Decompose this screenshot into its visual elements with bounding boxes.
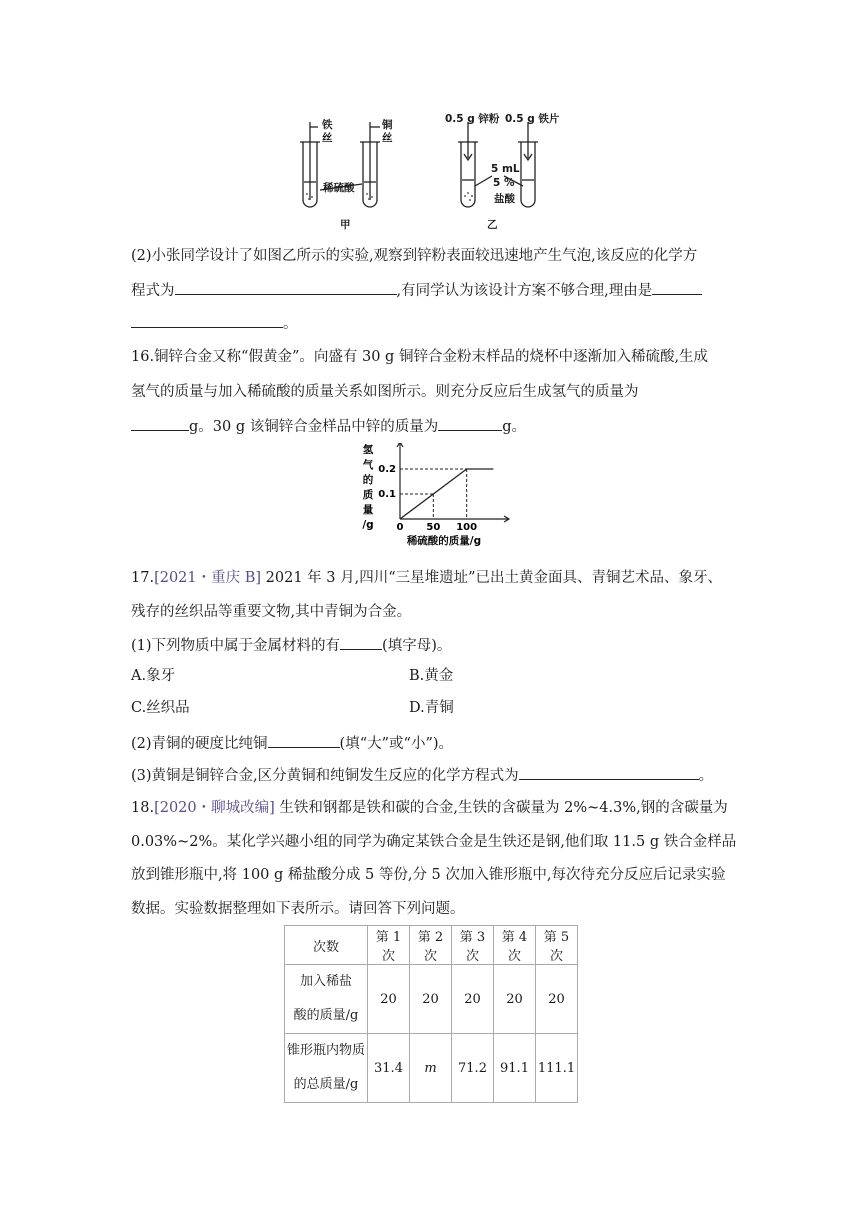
zinc-powder-label: 0.5 g 锌粉: [445, 113, 500, 125]
text: 的总质量/g: [293, 1077, 359, 1092]
q17-sub1: [131, 635, 451, 656]
y-axis-label: 氢: [362, 444, 374, 456]
table-cell: 31.4: [368, 1034, 410, 1103]
y-tick-label: 0.2: [378, 464, 396, 475]
text: 锥形瓶内物质: [286, 1043, 365, 1058]
text: (3)黄铜是铜锌合金,区分黄铜和纯铜发生反应的化学方程式为: [131, 768, 519, 784]
caption-b: 乙: [487, 219, 498, 231]
answer-blank[interactable]: [131, 313, 283, 328]
q18-line4: 数据。实验数据整理如下表所示。请回答下列问题。: [131, 901, 465, 917]
q17-line1: [131, 568, 722, 588]
hcl-label: 盐酸: [494, 193, 515, 205]
hydrogen-chart: [360, 443, 510, 551]
text: (2)青铜的硬度比纯铜: [131, 736, 268, 752]
x-tick-label: 100: [456, 522, 478, 533]
table-cell: 91.1: [494, 1034, 536, 1103]
q16-line2: 氢气的质量与加入稀硫酸的质量关系如图所示。则充分反应后生成氢气的质量为: [131, 384, 639, 400]
source-tag: [2020・聊城改编]: [154, 800, 275, 816]
table-cell: 71.2: [452, 1034, 494, 1103]
q15-2-line1: (2)小张同学设计了如图乙所示的实验,观察到锌粉表面较迅速地产生气泡,该反应的化学方: [131, 248, 698, 264]
table-header-cell: 第 4 次: [494, 926, 536, 965]
q15-2-line3: [131, 313, 298, 334]
table-row: [285, 926, 578, 965]
table-cell: 20: [368, 965, 410, 1034]
source-tag: [2021・重庆 B]: [154, 570, 262, 586]
text: 生铁和钢都是铁和碳的合金,生铁的含碳量为 2%~4.3%,钢的含碳量为: [274, 800, 728, 816]
table-cell: 111.1: [536, 1034, 578, 1103]
iron-piece-label: 0.5 g 铁片: [505, 113, 560, 125]
y-axis-label: 质: [362, 489, 374, 501]
q18-line3: 放到锥形瓶中,将 100 g 稀盐酸分成 5 等份,分 5 次加入锥形瓶中,每次待充分反应后记录实验: [131, 867, 726, 883]
x-axis-label: 稀硫酸的质量/g: [406, 535, 482, 547]
text: g。: [502, 419, 527, 435]
y-axis-label: 的: [362, 474, 374, 486]
y-tick-label: 0.1: [378, 489, 396, 500]
text: (1)下列物质中属于金属材料的有: [131, 638, 341, 654]
caption-a: 甲: [340, 219, 351, 231]
dilute-acid-label: 稀硫酸: [323, 182, 355, 194]
copper-wire-label: 铜丝: [382, 119, 393, 144]
q17-line2: 残存的丝织品等重要文物,其中青铜为合金。: [131, 604, 412, 620]
table-row: [285, 965, 578, 1034]
text: (填字母)。: [382, 638, 452, 654]
q15-2-line2: [131, 280, 702, 301]
text: g。30 g 该铜锌合金样品中锌的质量为: [189, 419, 439, 435]
answer-blank[interactable]: [268, 733, 340, 748]
table-cell: 20: [536, 965, 578, 1034]
x-tick-label: 50: [426, 522, 441, 533]
option-d: D.青铜: [409, 700, 454, 716]
answer-blank[interactable]: [175, 280, 397, 295]
y-axis-label: 量: [362, 504, 374, 516]
answer-blank[interactable]: [519, 765, 699, 780]
text: 酸的质量/g: [293, 1008, 359, 1023]
table-header-cell: 次数: [285, 926, 368, 965]
answer-blank[interactable]: [652, 280, 702, 295]
q18-line2: 0.03%~2%。某化学兴趣小组的同学为确定某铁合金是生铁还是钢,他们取 11.5 g 铁合金样品: [131, 834, 737, 850]
table-cell: m: [410, 1034, 452, 1103]
percent-label: 5 %: [493, 177, 515, 189]
x-tick-label: 0: [396, 522, 404, 533]
option-c: C.丝织品: [131, 700, 190, 716]
volume-label: 5 mL: [491, 163, 520, 175]
table-cell: 20: [494, 965, 536, 1034]
text: ,有同学认为该设计方案不够合理,理由是: [396, 283, 653, 299]
text: (填“大”或“小”)。: [339, 736, 454, 752]
q16-line1: 16.铜锌合金又称“假黄金”。向盛有 30 g 铜锌合金粉末样品的烧杯中逐渐加入稀硫酸,生成: [131, 349, 709, 365]
q17-sub2: [131, 733, 453, 754]
option-a: A.象牙: [131, 668, 176, 684]
table-row-label: [285, 1034, 368, 1103]
y-axis-label: 气: [362, 459, 374, 471]
text: 程式为: [131, 283, 175, 299]
option-b: B.黄金: [409, 668, 454, 684]
text: 。: [698, 768, 714, 784]
text: 。: [283, 316, 298, 332]
table-header-cell: 第 3 次: [452, 926, 494, 965]
iron-wire-label: 铁丝: [322, 119, 333, 144]
table-row-label: [285, 965, 368, 1034]
text: 17.: [131, 570, 155, 586]
table-cell: 20: [410, 965, 452, 1034]
q16-line3: [131, 416, 526, 437]
table-row: [285, 1034, 578, 1103]
q17-sub3: [131, 765, 713, 786]
y-axis-label: /g: [362, 519, 374, 531]
series-line: [400, 469, 493, 519]
text: 18.: [131, 800, 155, 816]
answer-blank[interactable]: [131, 416, 189, 431]
q18-line1: [131, 798, 728, 818]
table-header-cell: 第 5 次: [536, 926, 578, 965]
experiment-table: [284, 925, 578, 1103]
answer-blank[interactable]: [438, 416, 502, 431]
text: 加入稀盐: [299, 974, 352, 989]
table-header-cell: 第 1 次: [368, 926, 410, 965]
answer-blank[interactable]: [340, 635, 382, 650]
text: 2021 年 3 月,四川“三星堆遗址”已出土黄金面具、青铜艺术品、象牙、: [261, 570, 723, 586]
table-cell: 20: [452, 965, 494, 1034]
table-header-cell: 第 2 次: [410, 926, 452, 965]
